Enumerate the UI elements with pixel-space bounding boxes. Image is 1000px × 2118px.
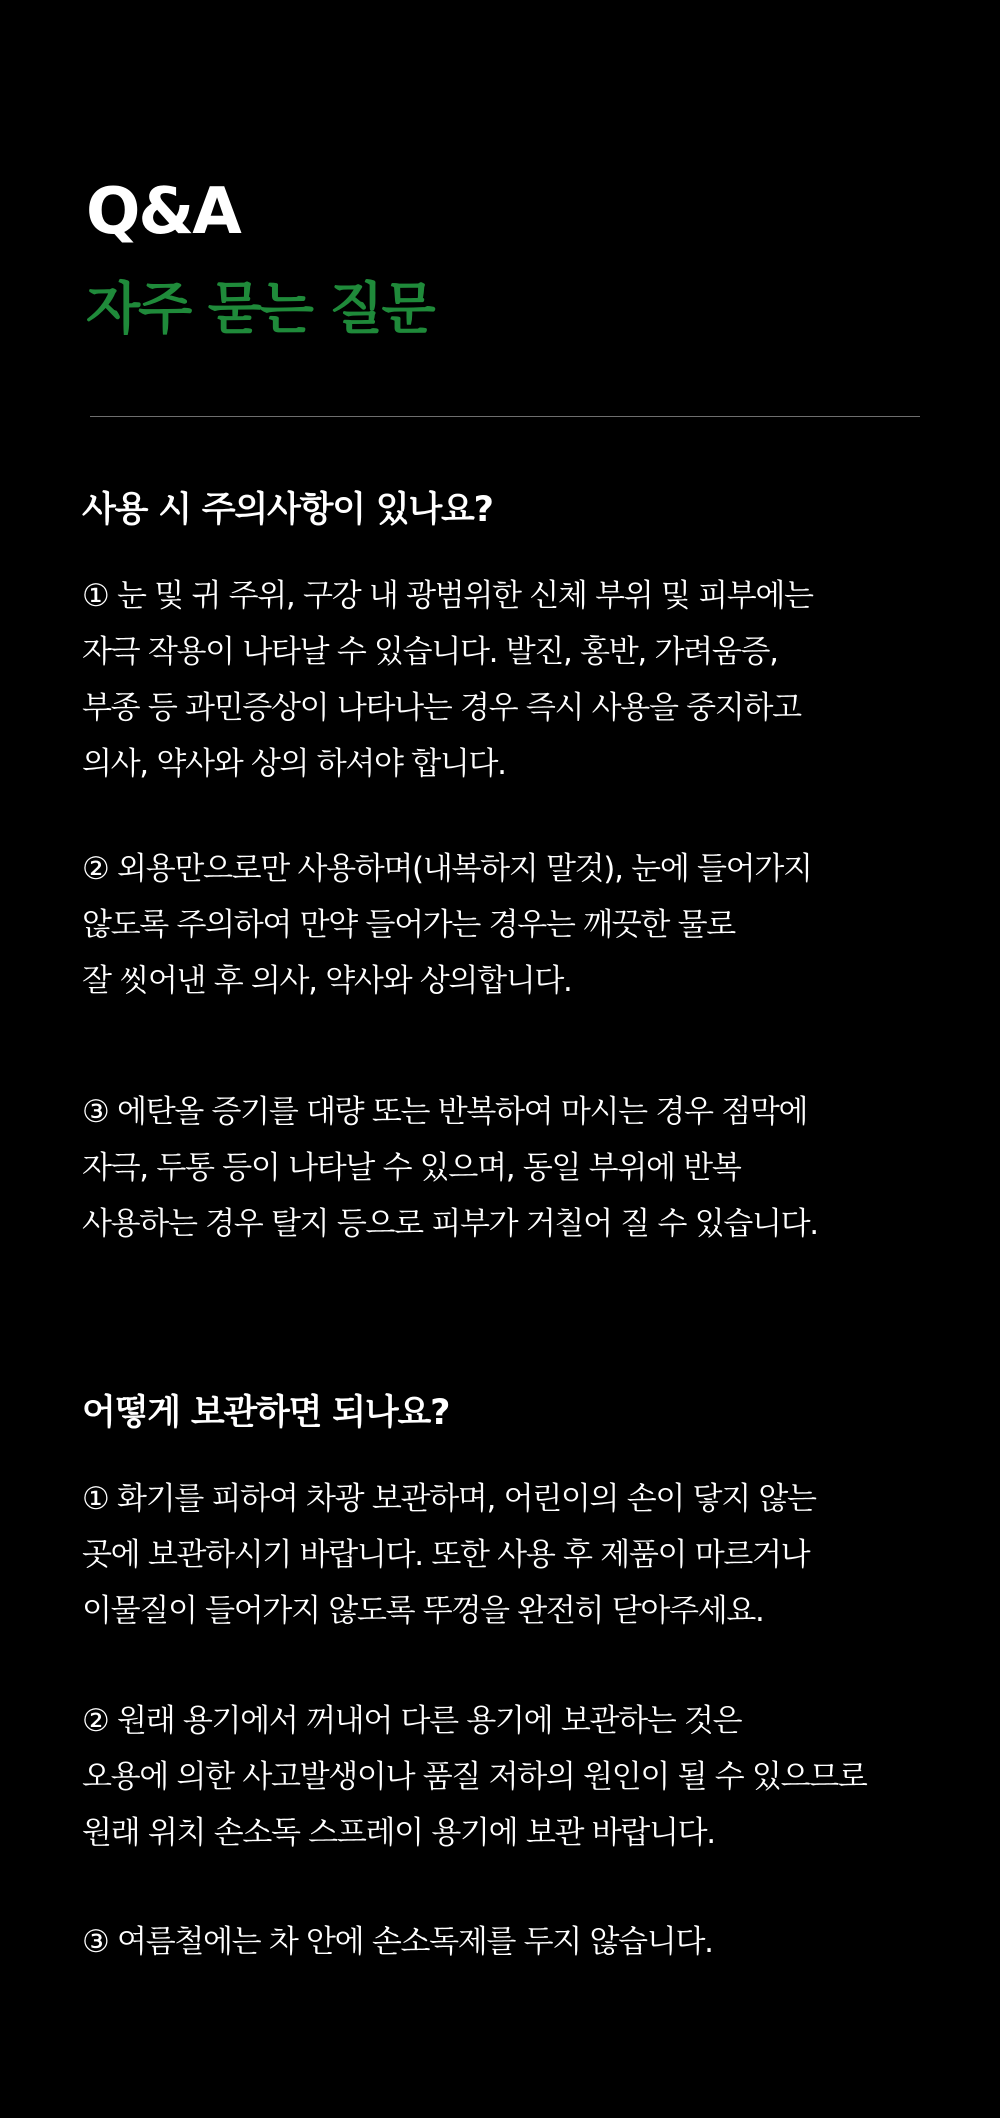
faq-section-precautions (82, 488, 942, 1288)
answer-line: ③ 여름철에는 차 안에 손소독제를 두지 않습니다. (82, 1924, 713, 1960)
answer-line: 의사, 약사와 상의 하셔야 합니다. (82, 746, 506, 782)
answer-line: 이물질이 들어가지 않도록 뚜껑을 완전히 닫아주세요. (82, 1593, 764, 1629)
faq-question: 사용 시 주의사항이 있나요? (82, 490, 493, 530)
answer-line: ② 외용만으로만 사용하며(내복하지 말것), 눈에 들어가지 (82, 851, 812, 887)
answer-line: 자극, 두통 등이 나타날 수 있으며, 동일 부위에 반복 (82, 1150, 741, 1186)
answer-line: 곳에 보관하시기 바랍니다. 또한 사용 후 제품이 마르거나 (82, 1537, 810, 1573)
answer-line: 않도록 주의하여 만약 들어가는 경우는 깨끗한 물로 (82, 907, 735, 943)
faq-answer-3 (82, 1084, 942, 1252)
faq-answer-1 (82, 568, 942, 792)
faq-answer-2 (82, 841, 942, 1009)
page-title: Q&A (86, 175, 240, 249)
answer-line: 자극 작용이 나타날 수 있습니다. 발진, 홍반, 가려움증, (82, 634, 778, 670)
answer-line: ① 눈 및 귀 주위, 구강 내 광범위한 신체 부위 및 피부에는 (82, 578, 813, 614)
answer-line: 사용하는 경우 탈지 등으로 피부가 거칠어 질 수 있습니다. (82, 1206, 818, 1242)
answer-line: ② 원래 용기에서 꺼내어 다른 용기에 보관하는 것은 (82, 1703, 742, 1739)
answer-line: 원래 위치 손소독 스프레이 용기에 보관 바랍니다. (82, 1815, 715, 1851)
faq-question: 어떻게 보관하면 되나요? (82, 1393, 450, 1433)
answer-line: ① 화기를 피하여 차광 보관하며, 어린이의 손이 닿지 않는 (82, 1481, 816, 1517)
answer-line: 부종 등 과민증상이 나타나는 경우 즉시 사용을 중지하고 (82, 690, 801, 726)
faq-section-storage (82, 1391, 942, 1991)
answer-line: 잘 씻어낸 후 의사, 약사와 상의합니다. (82, 963, 572, 999)
answer-line: ③ 에탄올 증기를 대량 또는 반복하여 마시는 경우 점막에 (82, 1094, 808, 1130)
answer-line: 오용에 의한 사고발생이나 품질 저하의 원인이 될 수 있으므로 (82, 1759, 867, 1795)
faq-answer-2 (82, 1693, 942, 1861)
faq-answer-3 (82, 1914, 942, 1970)
faq-answer-1 (82, 1471, 942, 1639)
page-subtitle: 자주 묻는 질문 (86, 277, 434, 342)
header-divider (90, 416, 920, 417)
